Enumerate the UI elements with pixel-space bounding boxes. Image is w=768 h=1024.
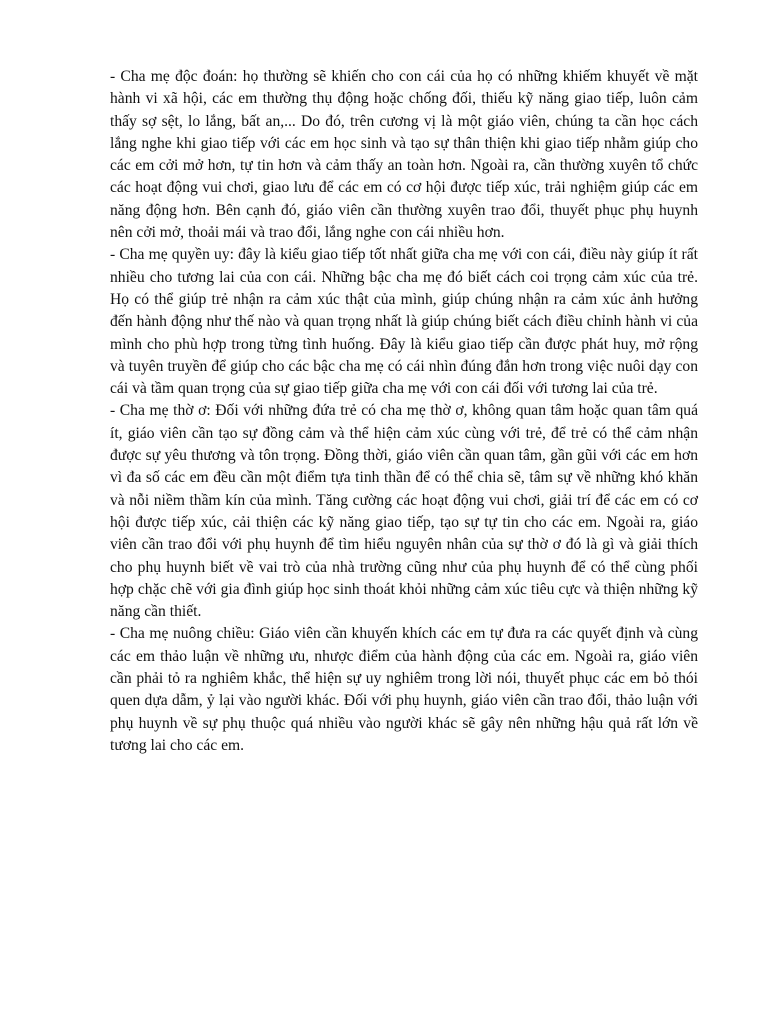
document-page	[110, 66, 698, 757]
paragraph-authoritarian-parents: - Cha mẹ độc đoán: họ thường sẽ khiến cho con cái của họ có những khiếm khuyết về mặt hành vi xã hội, các em thường thụ động hoặc chống đối, thiếu kỹ năng giao tiếp, luôn cảm thấy sợ sệt, lo lắng, bất an,... Do đó, trên cương vị là một giáo viên, chúng ta cần học cách lắng nghe khi giao tiếp với các em học sinh và tạo sự thân thiện khi giao tiếp nhằm giúp cho các em cởi mở hơn, tự tin hơn và cảm thấy an toàn hơn. Ngoài ra, cần thường xuyên tổ chức các hoạt động vui chơi, giao lưu để các em có cơ hội được tiếp xúc, trải nghiệm giúp các em năng động hơn. Bên cạnh đó, giáo viên cần thường xuyên trao đổi, thuyết phục phụ huynh nên cởi mở, thoải mái và trao đổi, lắng nghe con cái nhiều hơn.	[110, 68, 698, 242]
paragraph-neglectful-parents: - Cha mẹ thờ ơ: Đối với những đứa trẻ có cha mẹ thờ ơ, không quan tâm hoặc quan tâm quá ít, giáo viên cần tạo sự đồng cảm và thể hiện cảm xúc cùng với trẻ, để trẻ có thể cảm nhận được sự yêu thương và tôn trọng. Đồng thời, giáo viên cần quan tâm, gần gũi với các em hơn vì đa số các em đều cần một điểm tựa tinh thần để có thể chia sẽ, tâm sự về những khó khăn và nỗi niềm thầm kín của mình. Tăng cường các hoạt động vui chơi, giải trí để các em có cơ hội được tiếp xúc, cải thiện các kỹ năng giao tiếp, tạo sự tự tin cho các em. Ngoài ra, giáo viên cần trao đổi với phụ huynh để tìm hiểu nguyên nhân của sự thờ ơ đó là gì và giải thích cho phụ huynh biết về vai trò của nhà trường cũng như của phụ huynh để có thể cùng phối hợp chặc chẽ với gia đình giúp học sinh thoát khỏi những cảm xúc tiêu cực và thiện những kỹ năng cần thiết.	[110, 402, 698, 621]
paragraph-authoritative-parents: - Cha mẹ quyền uy: đây là kiểu giao tiếp tốt nhất giữa cha mẹ với con cái, điều này giúp ít rất nhiều cho tương lai của con cái. Những bậc cha mẹ đó biết cách coi trọng cảm xúc của trẻ. Họ có thể giúp trẻ nhận ra cảm xúc thật của mình, giúp chúng nhận ra cảm xúc ảnh hưởng đến hành động như thế nào và quan trọng nhất là giúp chúng biết cách điều chỉnh hành vi của mình cho phù hợp trong từng tình huống. Đây là kiểu giao tiếp cần được phát huy, mở rộng và tuyên truyền để giúp cho các bậc cha mẹ có cái nhìn đúng đắn hơn trong việc nuôi dạy con cái và tầm quan trọng của sự giao tiếp giữa cha mẹ với con cái đối với tương lai của trẻ.	[110, 246, 698, 398]
paragraph-permissive-parents: - Cha mẹ nuông chiều: Giáo viên cần khuyến khích các em tự đưa ra các quyết định và cùng các em thảo luận về những ưu, nhược điểm của hành động của các em. Ngoài ra, giáo viên cần phải tỏ ra nghiêm khắc, thể hiện sự uy nghiêm trong lời nói, thuyết phục các em bỏ thói quen dựa dẫm, ỷ lại vào người khác. Đối với phụ huynh, giáo viên cần trao đổi, thảo luận với phụ huynh về sự phụ thuộc quá nhiều vào người khác sẽ gây nên những hậu quả rất lớn về tương lai cho các em.	[110, 625, 698, 754]
